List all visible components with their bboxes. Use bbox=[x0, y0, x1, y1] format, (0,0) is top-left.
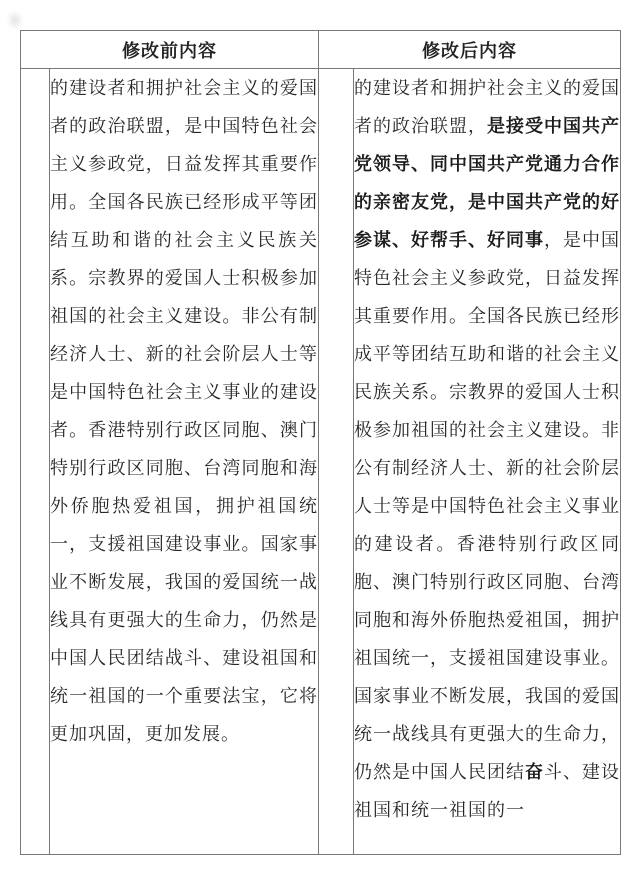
table-header-row bbox=[21, 31, 621, 69]
body-text: 的建设者和拥护社会主义的爱国者的政治联盟，是中国特色社会主义参政党，日益发挥其重要作用。全国各民族已经形成平等团结互助和谐的社会主义民族关系。宗教界的爱国人士积极参加祖国的社会主义建设。非公有制经济人士、新的社会阶层人士等是中国特色社会主义事业的建设者。香港特别行政区同胞、澳门特别行政区同胞、台湾同胞和海外侨胞热爱祖国，拥护祖国统一，支援祖国建设事业。国家事业不断发展，我国的爱国统一战线具有更强大的生命力，仍然是中国人民团结战斗、建设祖国和统一祖国的一个重要法宝，它将更加巩固，更加发展。 bbox=[50, 78, 318, 744]
scan-smudge-artifact bbox=[10, 14, 20, 26]
after-gutter-cell bbox=[319, 69, 354, 855]
column-header-after: 修改后内容 bbox=[319, 31, 621, 69]
table-body-row bbox=[21, 69, 621, 855]
revised-bold-text: 奋 bbox=[525, 762, 544, 782]
body-text: ，是中国特色社会主义参政党，日益发挥其重要作用。全国各民族已经形成平等团结互助和谐的社会主义民族关系。宗教界的爱国人士积极参加祖国的社会主义建设。非公有制经济人士、新的社会阶层人士等是中国特色社会主义事业的建设者。香港特别行政区同胞、澳门特别行政区同胞、台湾同胞和海外侨胞热爱祖国，拥护祖国统一，支援祖国建设事业。国家事业不断发展，我国的爱国统一战线具有更强大的生命力，仍然是中国人民团结 bbox=[354, 230, 620, 782]
revision-compare-table bbox=[20, 30, 621, 855]
column-header-before: 修改前内容 bbox=[21, 31, 319, 69]
body-text: 斗、建设祖国和统一祖国的一 bbox=[354, 762, 620, 820]
body-text: 的建设者和拥护社会主义的爱国者的政治联盟， bbox=[354, 78, 620, 136]
revised-bold-text: 是接受中国共产党领导、同中国共产党通力合作的亲密友党，是中国共产党的好参谋、好帮手、好同事 bbox=[354, 116, 620, 250]
before-gutter-cell bbox=[21, 69, 50, 855]
after-content-cell bbox=[354, 69, 621, 855]
before-content-cell bbox=[50, 69, 319, 855]
